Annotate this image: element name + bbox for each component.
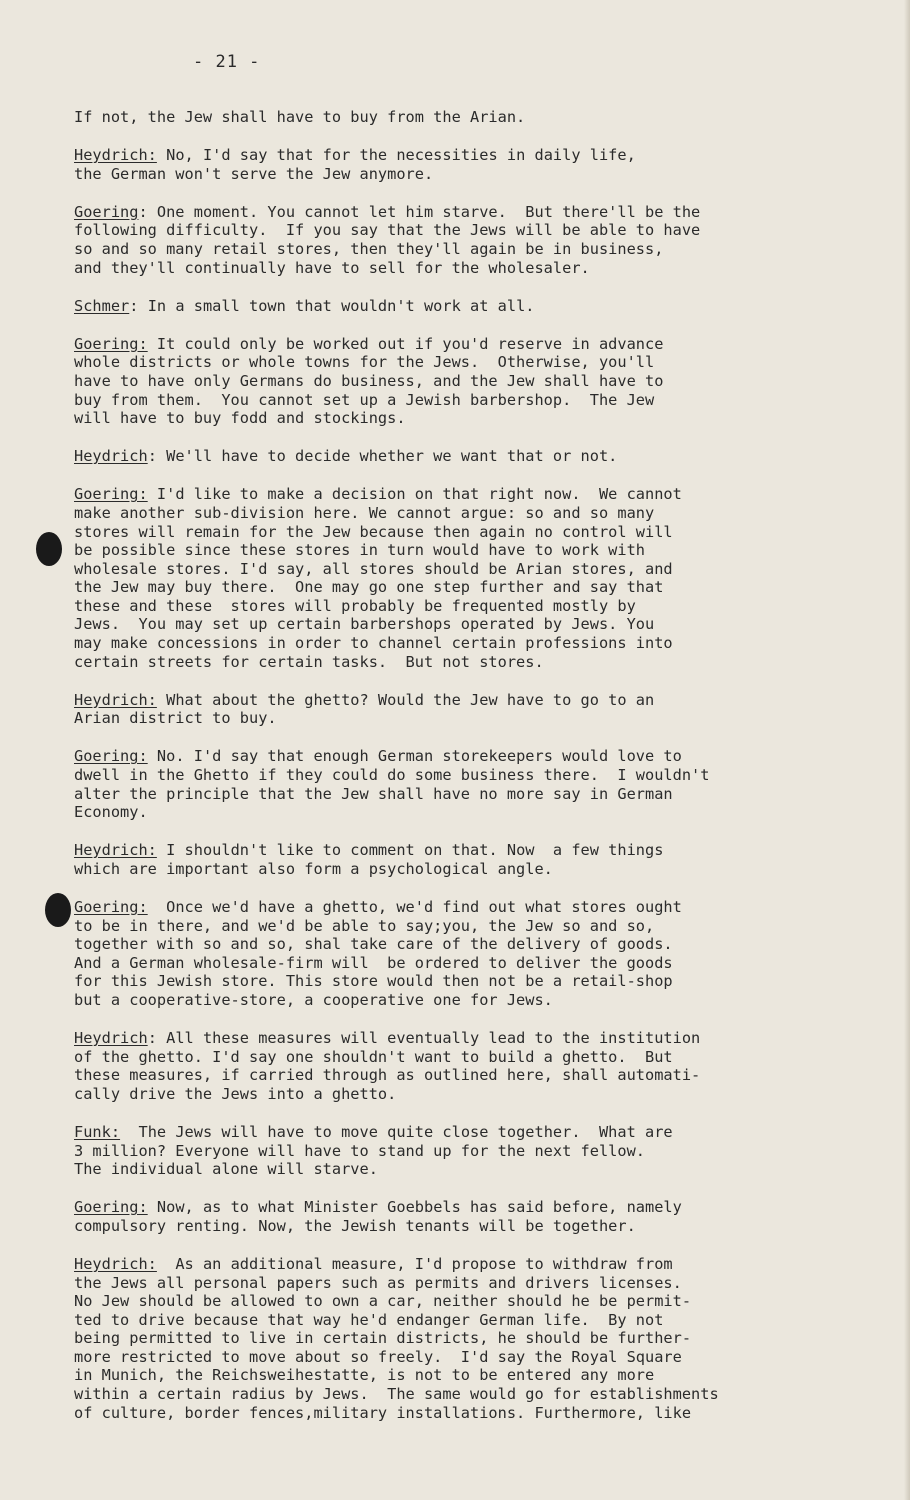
speaker-separator: :	[147, 447, 167, 466]
speaker-separator	[148, 1198, 157, 1216]
paragraph-text: I'd like to make a decision on that right now. We cannot make another sub-division here. We cannot argue: so and so many stores will remain for the Jew because then again no control will be possible since these stores in turn would have to work with wholesale stores. I'd say, all stores should be Arian stores, and the Jew may buy there. One may go one step further and say that these and these stores will probably be frequented mostly by Jews. You may set up certain barbershops operated by Jews. You may make concessions in order to channel certain professions into certain streets for certain tasks. But not stores.	[74, 485, 682, 671]
speaker-separator: :	[147, 1029, 167, 1048]
paragraph-text: The Jews will have to move quite close together. What are 3 million? Everyone will have to stand up for the next fellow. The individual alone will starve.	[74, 1122, 673, 1179]
speaker-name: Schmer	[74, 296, 130, 315]
paragraph	[74, 841, 874, 878]
paragraph-text: What about the ghetto? Would the Jew have to go to an Arian district to buy.	[74, 690, 655, 728]
paragraph	[74, 691, 874, 728]
paragraph	[74, 747, 874, 821]
speaker-separator	[148, 898, 166, 916]
punch-hole	[45, 893, 71, 927]
paragraph	[74, 898, 874, 1010]
paragraph	[74, 485, 874, 671]
speaker-separator	[148, 747, 157, 765]
paragraph-text: As an additional measure, I'd propose to withdraw from the Jews all personal papers such as permits and drivers licenses. No Jew should be allowed to own a car, neither should he be permit- ted to drive because that way he'd endanger German life. By not being permitted to live in certain districts, he should be further- more restricted to move about so freely. I'd say the Royal Square in Munich, the Reichsweihestatte, is not to be entered any more within a certain radius by Jews. The same would go for establishments of culture, border fences,military installations. Furthermore, like	[74, 1254, 719, 1422]
speaker-name: Funk:	[74, 1122, 121, 1141]
paragraph-text: Once we'd have a ghetto, we'd find out what stores ought to be in there, and we'd be able to say;you, the Jew so and so, together with so and so, shal take care of the delivery of goods. And a German wholesale-firm will be ordered to deliver the goods for this Jewish store. This store would then not be a retail-shop but a cooperative-store, a cooperative one for Jews.	[74, 898, 682, 1009]
speaker-name: Heydrich:	[74, 841, 157, 860]
speaker-name: Goering:	[74, 1198, 148, 1217]
speaker-separator: :	[129, 296, 148, 315]
transcript-body	[74, 108, 874, 1442]
paragraph-text: In a small town that wouldn't work at all.	[147, 296, 535, 315]
paragraph	[74, 1255, 874, 1422]
paragraph	[74, 108, 874, 127]
speaker-name: Heydrich	[74, 447, 148, 466]
speaker-separator	[157, 841, 166, 859]
speaker-name: Heydrich:	[74, 690, 157, 709]
paragraph-text: We'll have to decide whether we want that or not.	[166, 447, 618, 466]
speaker-separator	[148, 485, 157, 503]
paragraph-text: Now, as to what Minister Goebbels has said before, namely compulsory renting. Now, the Jewish tenants will be together.	[74, 1198, 682, 1235]
paragraph-text: It could only be worked out if you'd reserve in advance whole districts or whole towns for the Jews. Otherwise, you'll have to have only Germans do business, and the Jew shall have to buy from them. You cannot set up a Jewish barbershop. The Jew will have to buy fodd and stockings.	[74, 334, 664, 428]
speaker-separator	[157, 691, 166, 709]
paragraph-text: I shouldn't like to comment on that. Now a few things which are important also form a psychological angle.	[74, 841, 664, 878]
speaker-separator	[148, 335, 157, 353]
speaker-separator: :	[138, 202, 157, 221]
paragraph	[74, 297, 874, 316]
paragraph-text: No, I'd say that for the necessities in daily life, the German won't serve the Jew anymore.	[74, 146, 636, 183]
speaker-name: Goering	[74, 202, 139, 221]
paragraph	[74, 146, 874, 183]
paragraph	[74, 1198, 874, 1235]
speaker-name: Goering:	[74, 334, 148, 353]
page-edge	[904, 0, 910, 1500]
speaker-separator	[157, 1255, 175, 1273]
paragraph-text: One moment. You cannot let him starve. But there'll be the following difficulty. If you say that the Jews will be able to have so and so many retail stores, then they'll again be in business, and they'll continually have to sell for the wholesaler.	[74, 202, 701, 277]
paragraph-text: All these measures will eventually lead to the institution of the ghetto. I'd say one shouldn't want to build a ghetto. But these measures, if carried through as outlined here, shall automati- cally drive the Jews into a ghetto.	[74, 1029, 701, 1103]
speaker-name: Goering:	[74, 485, 148, 504]
paragraph-text: No. I'd say that enough German storekeepers would love to dwell in the Ghetto if they could do some business there. I wouldn't alter the principle that the Jew shall have no more say in German Economy.	[74, 747, 710, 822]
paragraph	[74, 447, 874, 466]
paragraph	[74, 1123, 874, 1179]
speaker-name: Heydrich:	[74, 1254, 157, 1273]
paragraph	[74, 1029, 874, 1103]
speaker-separator	[157, 146, 166, 164]
punch-hole	[36, 532, 62, 566]
speaker-name: Goering:	[74, 898, 148, 916]
speaker-name: Goering:	[74, 747, 148, 766]
speaker-name: Heydrich	[74, 1029, 148, 1048]
paragraph-text: If not, the Jew shall have to buy from the Arian.	[74, 108, 526, 126]
speaker-name: Heydrich:	[74, 146, 157, 165]
paragraph	[74, 335, 874, 428]
paragraph	[74, 203, 874, 277]
speaker-separator	[120, 1123, 138, 1141]
page-number: - 21 -	[193, 52, 261, 72]
